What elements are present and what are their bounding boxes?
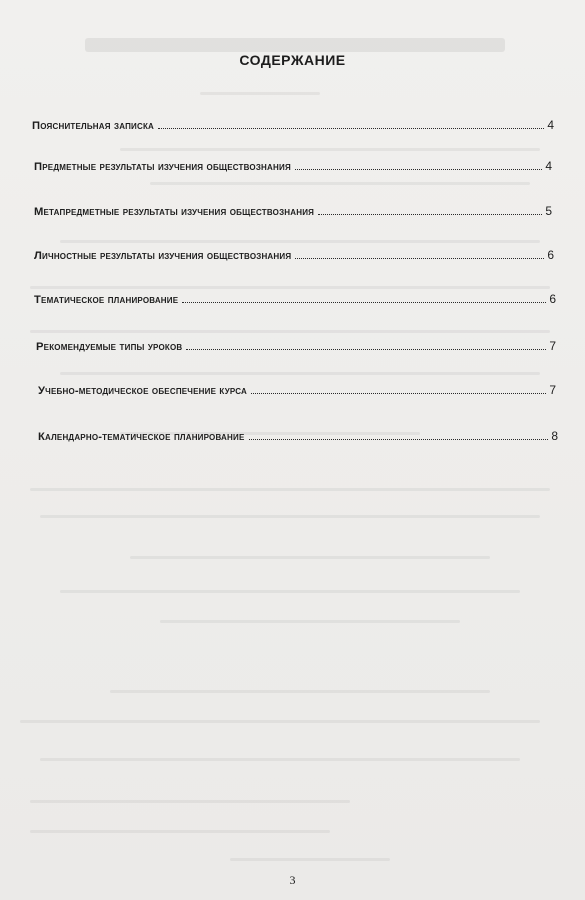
dot-leader — [249, 439, 549, 440]
toc-entry-label: Пояснительная записка — [32, 120, 155, 132]
toc-entry[interactable] — [34, 204, 552, 218]
toc-entry[interactable] — [32, 118, 554, 132]
toc-entry[interactable] — [38, 383, 556, 397]
toc-entry-label: Метапредметные результаты изучения обществознания — [34, 206, 315, 218]
toc-entry-label: Учебно-методическое обеспечение курса — [38, 385, 247, 397]
bleed-through-heading — [85, 38, 505, 52]
dot-leader — [158, 128, 544, 129]
toc-entry-label: Личностные результаты изучения обществознания — [34, 250, 292, 262]
toc-entry-page: 4 — [545, 159, 552, 173]
toc-entry[interactable] — [34, 248, 554, 262]
toc-entry-page: 7 — [549, 383, 556, 397]
dot-leader — [295, 258, 544, 259]
page-number: 3 — [289, 873, 296, 887]
toc-entry-page: 7 — [549, 339, 556, 353]
toc-entry[interactable] — [36, 339, 556, 353]
toc-entry-page: 6 — [547, 248, 554, 262]
dot-leader — [318, 214, 542, 215]
toc-entry-label: Календарно-тематическое планирование — [38, 431, 245, 443]
toc-entry-page: 5 — [545, 204, 552, 218]
toc-entry-label: Рекомендуемые типы уроков — [36, 341, 183, 353]
dot-leader — [186, 349, 546, 350]
dot-leader — [251, 393, 546, 394]
toc-entry-label: Тематическое планирование — [34, 294, 179, 306]
dot-leader — [295, 169, 542, 170]
toc-entry[interactable] — [38, 429, 558, 443]
toc-entry-page: 6 — [549, 292, 556, 306]
page-title: СОДЕРЖАНИЕ — [239, 52, 346, 68]
toc-entry[interactable] — [34, 159, 552, 173]
toc-entry-page: 8 — [551, 429, 558, 443]
toc-entry-page: 4 — [547, 118, 554, 132]
toc-entry[interactable] — [34, 292, 556, 306]
dot-leader — [182, 302, 546, 303]
toc-entry-label: Предметные результаты изучения обществознания — [34, 161, 291, 173]
